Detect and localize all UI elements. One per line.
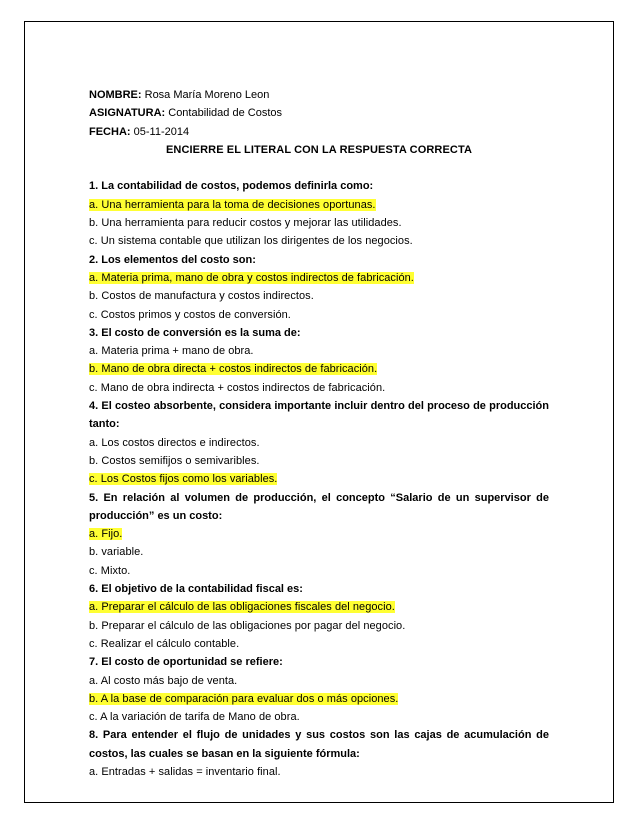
nombre-value: Rosa María Moreno Leon: [144, 89, 270, 101]
page-title: ENCIERRE EL LITERAL CON LA RESPUESTA CORRECTA: [165, 143, 472, 156]
option-text: b. Una herramienta para reducir costos y mejorar las utilidades.: [89, 217, 402, 230]
asignatura-label: ASIGNATURA:: [89, 107, 166, 120]
option-text: c. Mano de obra indirecta + costos indirectos de fabricación.: [89, 381, 386, 394]
question-1-option-b[interactable]: [89, 214, 549, 232]
option-text: a. Al costo más bajo de venta.: [89, 674, 238, 687]
highlighted-answer: b. Mano de obra directa + costos indirectos de fabricación.: [89, 363, 378, 376]
option-text: c. Costos primos y costos de conversión.: [89, 308, 291, 321]
question-5-option-c[interactable]: [89, 562, 549, 580]
highlighted-answer: a. Materia prima, mano de obra y costos indirectos de fabricación.: [89, 271, 414, 284]
question-5: 5. En relación al volumen de producción, el concepto “Salario de un supervisor de producción” es un costo:: [89, 491, 549, 522]
question-7-option-a[interactable]: [89, 672, 549, 690]
question-8-option-a[interactable]: [89, 763, 549, 781]
question-3-option-c[interactable]: [89, 379, 549, 397]
spacer: [89, 159, 549, 177]
question-4-option-b[interactable]: [89, 452, 549, 470]
question-3-option-a[interactable]: [89, 342, 549, 360]
highlighted-answer: a. Una herramienta para la toma de decisiones oportunas.: [89, 198, 376, 211]
option-text: a. Los costos directos e indirectos.: [89, 436, 260, 449]
question-5-option-b[interactable]: [89, 543, 549, 561]
question-7: 7. El costo de oportunidad se refiere:: [89, 656, 283, 669]
asignatura-row: [89, 104, 549, 122]
option-text: c. Un sistema contable que utilizan los dirigentes de los negocios.: [89, 235, 413, 248]
questions-list: [89, 177, 549, 781]
highlighted-answer: c. Los Costos fijos como los variables.: [89, 473, 278, 486]
question-1-option-c[interactable]: [89, 232, 549, 250]
asignatura-value: Contabilidad de Costos: [168, 107, 282, 120]
nombre-label: NOMBRE:: [89, 89, 142, 101]
question-2-option-b[interactable]: [89, 287, 549, 305]
question-3-option-b[interactable]: [89, 360, 549, 378]
option-text: b. Preparar el cálculo de las obligaciones por pagar del negocio.: [89, 619, 406, 632]
question-7-option-c[interactable]: [89, 708, 549, 726]
option-text: b. Costos semifijos o semivaribles.: [89, 454, 260, 467]
question-6-option-a[interactable]: [89, 598, 549, 616]
question-8: 8. Para entender el flujo de unidades y sus costos son las cajas de acumulación de costos, las cuales se basan en la siguiente fórmula:: [89, 729, 549, 760]
option-text: b. Costos de manufactura y costos indirectos.: [89, 290, 314, 303]
question-4-option-a[interactable]: [89, 434, 549, 452]
nombre-row: [89, 86, 549, 104]
question-5-option-a[interactable]: [89, 525, 549, 543]
question-2-option-c[interactable]: [89, 306, 549, 324]
highlighted-answer: b. A la base de comparación para evaluar dos o más opciones.: [89, 692, 399, 705]
question-6: 6. El objetivo de la contabilidad fiscal es:: [89, 583, 303, 596]
question-7-option-b[interactable]: [89, 690, 549, 708]
exam-document: [89, 86, 549, 781]
option-text: c. Realizar el cálculo contable.: [89, 637, 240, 650]
question-1: 1. La contabilidad de costos, podemos definirla como:: [89, 180, 374, 193]
question-6-option-c[interactable]: [89, 635, 549, 653]
highlighted-answer: a. Fijo.: [89, 528, 123, 541]
option-text: c. Mixto.: [89, 564, 131, 577]
question-4: 4. El costeo absorbente, considera importante incluir dentro del proceso de producción tanto:: [89, 400, 549, 431]
question-1-option-a[interactable]: [89, 196, 549, 214]
question-6-option-b[interactable]: [89, 617, 549, 635]
option-text: b. variable.: [89, 546, 144, 559]
fecha-row: [89, 123, 549, 141]
question-3: 3. El costo de conversión es la suma de:: [89, 326, 301, 339]
question-4-option-c[interactable]: [89, 470, 549, 488]
option-text: c. A la variación de tarifa de Mano de obra.: [89, 711, 300, 724]
fecha-label: FECHA:: [89, 125, 131, 138]
option-text: a. Materia prima + mano de obra.: [89, 345, 254, 358]
question-2-option-a[interactable]: [89, 269, 549, 287]
question-2: 2. Los elementos del costo son:: [89, 253, 256, 266]
option-text: a. Entradas + salidas = inventario final.: [89, 765, 281, 778]
fecha-value: 05-11-2014: [133, 125, 190, 138]
highlighted-answer: a. Preparar el cálculo de las obligaciones fiscales del negocio.: [89, 601, 395, 614]
